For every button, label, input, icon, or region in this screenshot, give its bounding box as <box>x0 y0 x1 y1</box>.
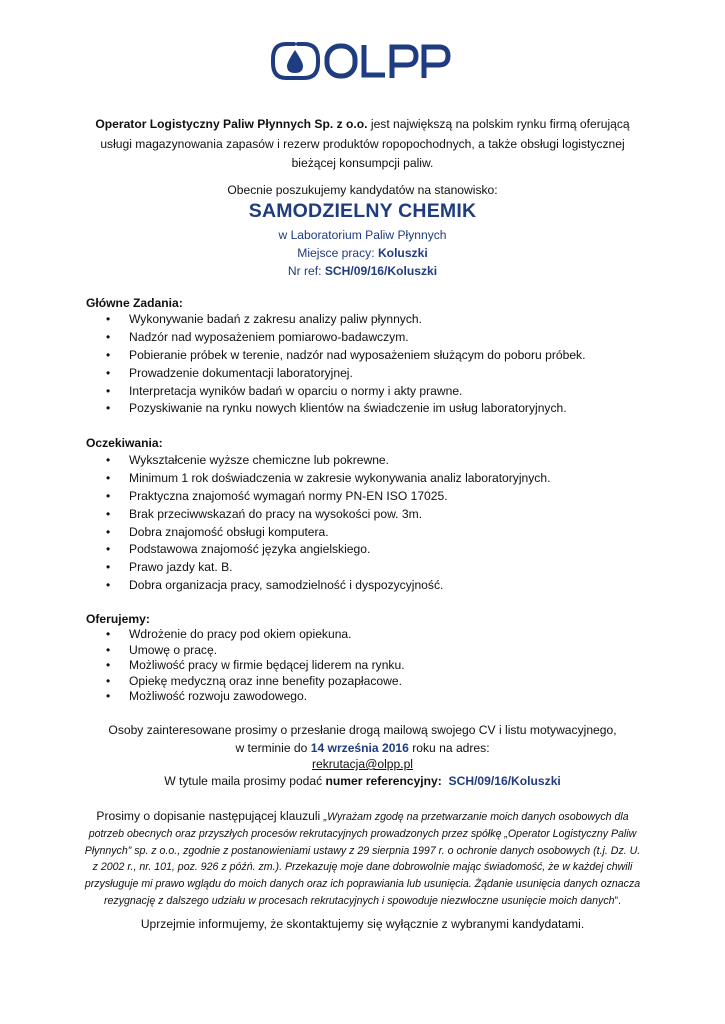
job-title: SAMODZIELNY CHEMIK <box>248 200 477 222</box>
list-item: • Wdrożenie do pracy pod okiem opiekuna. <box>86 627 646 643</box>
olpp-logo <box>268 38 458 90</box>
list-item: • Dobra znajomość obsługi komputera. <box>86 524 646 542</box>
list-item: • Minimum 1 rok doświadczenia w zakresie wykonywania analiz laboratoryjnych. <box>86 470 646 488</box>
requirements-list <box>86 452 646 595</box>
company-description: jest największą na polskim rynku firmą oferującą usługi magazynowania zapasów i rezerw produktów ropopochodnych, a także obsługi logistycznej bieżącej konsumpcji paliw. <box>100 117 630 170</box>
apply-deadline <box>0 741 725 755</box>
list-item: • Wykonywanie badań z zakresu analizy paliw płynnych. <box>86 311 646 329</box>
job-reference-label: Nr ref: <box>287 264 325 278</box>
list-item: • Dobra organizacja pracy, samodzielność i dyspozycyjność. <box>86 577 646 595</box>
list-item: • Wykształcenie wyższe chemiczne lub pokrewne. <box>86 452 646 470</box>
list-item: • Brak przeciwwskazań do pracy na wysokości pow. 3m. <box>86 506 646 524</box>
consent-clause <box>84 808 641 910</box>
email-link[interactable]: rekrutacja@olpp.pl <box>311 757 413 771</box>
requirements-title: Oczekiwania: <box>86 436 163 450</box>
list-item: • Prowadzenie dokumentacji laboratoryjnej. <box>86 365 646 383</box>
looking-for-text: Obecnie poszukujemy kandydatów na stanowisko: <box>227 183 498 197</box>
tasks-title: Główne Zadania: <box>86 296 183 310</box>
list-item: • Pobieranie próbek w terenie, nadzór nad wyposażeniem służącym do poboru próbek. <box>86 347 646 365</box>
company-intro <box>95 115 630 174</box>
apply-deadline-pre: w terminie do <box>235 741 311 755</box>
company-name: Operator Logistyczny Paliw Płynnych Sp. z o.o. <box>95 117 368 131</box>
list-item: • Interpretacja wyników badań w oparciu o normy i akty prawne. <box>86 383 646 401</box>
reference-number-value: SCH/09/16/Koluszki <box>441 774 561 788</box>
reference-number-label: numer referencyjny: <box>325 774 442 788</box>
list-item: • Opiekę medyczną oraz inne benefity pozapłacowe. <box>86 674 646 690</box>
list-item: • Umowę o pracę. <box>86 643 646 659</box>
olpp-logo-graphic <box>268 38 458 90</box>
offer-title: Oferujemy: <box>86 612 150 626</box>
job-location-value: Koluszki <box>377 246 428 260</box>
clause-text: „Wyrażam zgodę na przetwarzanie moich danych osobowych dla potrzeb obecnych oraz przyszłych procesów rekrutacyjnych prowadzonych przez spółkę „Operator Logistyczny Paliw Płynnych” sp. z o.o., zgodnie z postanowieniami ustawy z 29 sierpnia 1997 r. o ochronie danych osobowych (t.j. Dz. U. z 2002 r., nr. 101, poz. 926 z późń. zm.). Przekazuję moje dane dobrowolnie mając świadomość, że w każdej chwili przysługuje mi prawo wglądu do moich danych oraz ich poprawiania lub usunięcia. Żądanie usunięcia danych oznacza rezygnację z dalszego udziału w procesach rekrutacyjnych i spowoduje niezwłoczne usunięcie moich danych <box>84 811 641 907</box>
job-reference-value: SCH/09/16/Koluszki <box>324 264 438 278</box>
job-reference <box>0 264 725 278</box>
list-item: • Pozyskiwanie na rynku nowych klientów na świadczenie im usług laboratoryjnych. <box>86 400 646 418</box>
closing-note: Uprzejmie informujemy, że skontaktujemy się wyłącznie z wybranymi kandydatami. <box>140 917 585 931</box>
deadline-date: 14 września 2016 <box>310 741 409 755</box>
apply-subject-pre: W tytule maila prosimy podać <box>164 774 326 788</box>
job-location-label: Miejsce pracy: <box>297 246 378 260</box>
job-location <box>0 246 725 260</box>
clause-end: ”. <box>614 894 622 907</box>
apply-deadline-post: roku na adres: <box>408 741 490 755</box>
offer-list <box>86 627 646 705</box>
clause-intro: Prosimy o dopisanie następującej klauzuli <box>96 809 324 823</box>
apply-subject-line <box>0 774 725 788</box>
list-item: • Możliwość pracy w firmie będącej liderem na rynku. <box>86 658 646 674</box>
list-item: • Podstawowa znajomość języka angielskiego. <box>86 541 646 559</box>
job-subtitle: w Laboratorium Paliw Płynnych <box>278 228 447 242</box>
apply-email-line <box>0 757 725 771</box>
apply-instructions: Osoby zainteresowane prosimy o przesłanie drogą mailową swojego CV i listu motywacyjnego, <box>108 723 617 737</box>
list-item: • Praktyczna znajomość wymagań normy PN-EN ISO 17025. <box>86 488 646 506</box>
list-item: • Możliwość rozwoju zawodowego. <box>86 689 646 705</box>
list-item: • Nadzór nad wyposażeniem pomiarowo-badawczym. <box>86 329 646 347</box>
tasks-list <box>86 311 646 418</box>
list-item: • Prawo jazdy kat. B. <box>86 559 646 577</box>
